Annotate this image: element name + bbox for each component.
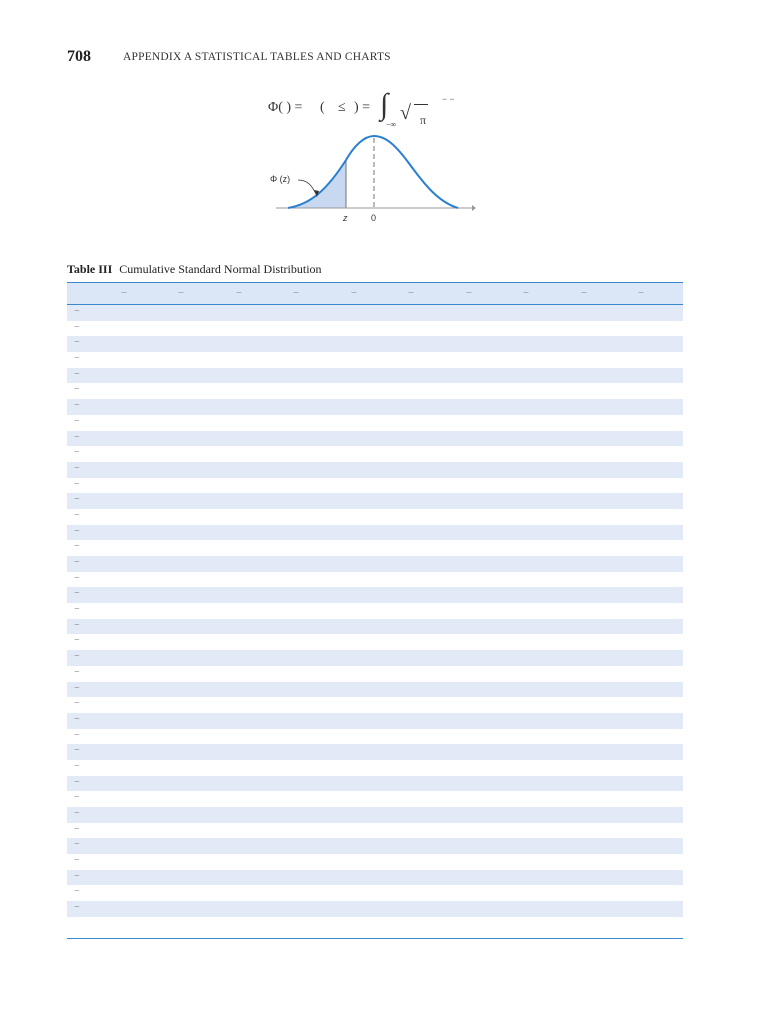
table-row: [67, 587, 683, 603]
z-cell: −: [74, 384, 80, 396]
z-cell: −: [74, 651, 80, 663]
table-row: [67, 650, 683, 666]
z-cell: −: [74, 541, 80, 553]
z-cell: −: [74, 619, 80, 631]
table-row: [67, 776, 683, 792]
z-cell: −: [74, 823, 80, 835]
table-caption: [67, 262, 322, 277]
table-header-row: [67, 282, 683, 305]
phi-arrow: [298, 180, 316, 194]
column-header: −: [407, 287, 415, 299]
table-row: [67, 807, 683, 823]
z-cell: −: [74, 886, 80, 898]
z-cell: −: [74, 478, 80, 490]
formula-leq: ≤: [338, 100, 346, 115]
z-cell: −: [74, 776, 80, 788]
table-row: [67, 713, 683, 729]
shaded-area: [288, 160, 346, 208]
normal-curve-figure: [262, 124, 482, 229]
table-row: [67, 666, 683, 682]
table-row: [67, 321, 683, 337]
z-cell: −: [74, 902, 80, 914]
z-cell: −: [74, 368, 80, 380]
table-row: [67, 697, 683, 713]
z-cell: −: [74, 431, 80, 443]
table-row: [67, 525, 683, 541]
z-cell: −: [74, 447, 80, 459]
z-cell: −: [74, 321, 80, 333]
z-cell: −: [74, 557, 80, 568]
table-row: [67, 493, 683, 509]
z-cell: −: [74, 713, 80, 725]
z-cell: −: [74, 415, 80, 427]
table-row: [67, 619, 683, 635]
table-row: [67, 572, 683, 588]
column-header: −: [637, 287, 645, 299]
z-cell: −: [74, 635, 80, 647]
z-cell: −: [74, 808, 80, 819]
z-cell: −: [74, 698, 80, 710]
table-row: [67, 729, 683, 745]
table-row: [67, 603, 683, 619]
table-row: [67, 854, 683, 870]
table-title: Cumulative Standard Normal Distribution: [119, 262, 322, 276]
table-label: Table III: [67, 262, 113, 276]
formula-open-paren: (: [320, 100, 325, 115]
z-cell: −: [74, 525, 80, 537]
table-row: [67, 336, 683, 352]
z-cell: −: [74, 462, 80, 474]
table-row: [67, 791, 683, 807]
table-row: [67, 399, 683, 415]
z-cell: −: [74, 729, 80, 741]
table-row: [67, 446, 683, 462]
running-head-title: APPENDIX A STATISTICAL TABLES AND CHARTS: [123, 51, 391, 63]
page-number: 708: [67, 48, 91, 65]
column-header: −: [350, 287, 358, 299]
integral-sign: ∫: [380, 88, 389, 121]
z-cell: −: [74, 353, 80, 365]
column-header: −: [580, 287, 588, 299]
table-row: [67, 556, 683, 572]
z-cell: −: [74, 839, 80, 851]
z-cell: −: [74, 760, 80, 772]
axis-arrow: [472, 205, 476, 211]
integral-lower-limit: −∞: [386, 120, 397, 129]
zero-tick-label: 0: [371, 213, 377, 223]
table-row: [67, 901, 683, 917]
table-bottom-rule: [67, 938, 683, 939]
table-row: [67, 431, 683, 447]
table-row: [67, 540, 683, 556]
z-cell: −: [74, 572, 80, 584]
z-cell: −: [74, 494, 80, 506]
sqrt-bar: [414, 104, 428, 105]
table-row: [67, 838, 683, 854]
column-header: −: [120, 287, 128, 299]
column-header: −: [235, 287, 243, 299]
table-row: [67, 870, 683, 886]
table-row: [67, 383, 683, 399]
running-head: [67, 48, 707, 68]
column-header: −: [292, 287, 300, 299]
z-cell: −: [74, 337, 80, 349]
formula-phi: Φ( ) =: [268, 100, 303, 115]
z-cell: −: [74, 666, 80, 678]
table-row: [67, 305, 683, 321]
table-row: [67, 744, 683, 760]
z-cell: −: [74, 792, 80, 804]
column-header: −: [177, 287, 185, 299]
z-cell: −: [74, 588, 80, 600]
table-row: [67, 462, 683, 478]
z-cell: −: [74, 306, 80, 317]
table-row: [67, 509, 683, 525]
z-tick-label: z: [343, 213, 348, 223]
table-row: [67, 368, 683, 384]
pi-symbol: π: [420, 113, 427, 127]
table-row: [67, 760, 683, 776]
z-cell: −: [74, 682, 80, 694]
column-header: −: [522, 287, 530, 299]
z-cell: −: [74, 745, 80, 757]
formula-close-paren: ) =: [354, 100, 371, 115]
column-header: −: [465, 287, 473, 299]
z-cell: −: [74, 855, 80, 867]
sqrt-sign: √: [400, 102, 411, 124]
table-row: [67, 352, 683, 368]
table-row: [67, 415, 683, 431]
cumulative-normal-table: [67, 282, 683, 917]
table-row: [67, 823, 683, 839]
z-cell: −: [74, 604, 80, 616]
formula-exponent: − −: [442, 94, 455, 104]
table-row: [67, 682, 683, 698]
table-row: [67, 885, 683, 901]
phi-z-label: Φ (z): [270, 174, 291, 184]
z-cell: −: [74, 509, 80, 521]
z-cell: −: [74, 400, 80, 412]
table-row: [67, 478, 683, 494]
table-row: [67, 634, 683, 650]
z-cell: −: [74, 870, 80, 882]
bell-curve: [288, 136, 458, 208]
